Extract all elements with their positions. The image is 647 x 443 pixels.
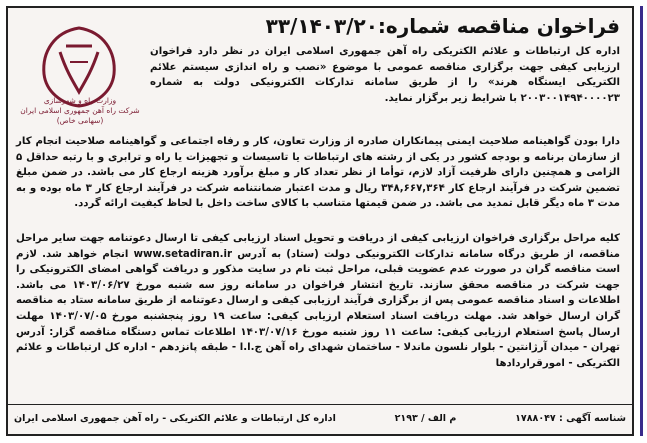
page-title: فراخوان مناقصه شماره:۳۳/۱۴۰۳/۲۰ — [265, 14, 620, 38]
intro-paragraph: اداره کل ارتباطات و علائم الکتریکی راه آهن جمهوری اسلامی ایران در نظر دارد فراخوان ارزیابی کیفی جهت برگزاری مناقصه عمومی با موضوع «نصب و راه اندازی سیستم علائم الکتریکی ایستگاه هرند» را از طریق سامانه تدارکات الکترونیکی دولت به شماره ۲۰۰۳۰۰۱۴۹۴۰۰۰۰۲۳ با شرایط زیر برگزار نماید. — [150, 46, 620, 104]
file-number: م الف / ۲۱۹۳ — [394, 413, 457, 424]
logo-line-2: شرکت راه آهن جمهوری اسلامی ایران — [20, 106, 140, 115]
logo-line-1: وزارت راه و شهرسازی — [43, 96, 117, 105]
issuer-name: اداره کل ارتباطات و علائم الکتریکی - راه آهن جمهوری اسلامی ایران — [14, 413, 336, 424]
logo-caption — [20, 96, 140, 126]
ad-id: شناسه آگهی : ۱۷۸۸۰۴۷ — [515, 413, 626, 424]
procedure-paragraph: کلیه مراحل برگزاری فراخوان ارزیابی کیفی از دریافت و تحویل اسناد ارزیابی کیفی تا ارسال دعوتنامه جهت سایر مراحل مناقصه، از طریق درگاه سامانه تدارکات الکترونیکی دولت (ستاد) به آدرس www.setadiran.ir انجام خواهد شد. لازم است مناقصه گران در صورت عدم عضویت قبلی، مراحل ثبت نام در سایت مذکور و دریافت گواهی امضای الکترونیکی را جهت شرکت در مناقصه محقق سازند. تاریخ انتشار فراخوان در سامانه روز سه شنبه مورخ ۱۴۰۳/۰۶/۲۷ می باشد. اطلاعات و اسناد مناقصه عمومی پس از برگزاری فرآیند ارزیابی کیفی و ارسال دعوتنامه از طریق سامانه ستاد به مناقصه گران ارسال خواهد شد. مهلت دریافت اسناد استعلام ارزیابی کیفی: ساعت ۱۹ روز پنجشنبه مورخ ۱۴۰۳/۰۷/۰۵ مهلت ارسال پاسخ استعلام ارزیابی کیفی: ساعت ۱۱ روز شنبه مورخ ۱۴۰۳/۰۷/۱۶ اطلاعات تماس دستگاه مناقصه گزار: آدرس تهران - میدان آرژانتین - بلوار نلسون ماندلا - ساختمان شهدای راه آهن ج.ا.ا - طبقه پانزدهم - اداره کل ارتباطات و علائم الکتریکی - امورقراردادها — [16, 233, 620, 369]
logo-line-3: (سهامی خاص) — [56, 116, 104, 125]
side-rule — [640, 6, 643, 436]
notice-footer — [8, 404, 632, 432]
requirements-paragraph: دارا بودن گواهینامه صلاحیت ایمنی پیمانکاران صادره از وزارت تعاون، کار و رفاه اجتماعی و گواهینامه صلاحیت انجام کار از سازمان برنامه و بودجه کشور در یکی از رشته های ارتباطات یا تاسیسات و تجهیزات یا راه و ترابری و با رتبه حداقل ۵ الزامی و همچنین دارای ظرفیت آزاد لازم، توأما از نظر تعداد کار و مبلغ برآورد هزینه ارجاع کار می باشد. در ضمن مبلغ تضمین شرکت در فرآیند ارجاع کار ۳۴۸,۶۶۷,۳۶۴ ریال و مدت اعتبار ضمانتنامه شرکت در فرآیند ارجاع کار ۳ ماه بوده و به مدت ۳ ماه دیگر قابل تمدید می باشد. در ضمن قیمتها متناسب با کالای ساخت داخل با لحاظ کیفیت ارائه گردد. — [16, 136, 620, 210]
